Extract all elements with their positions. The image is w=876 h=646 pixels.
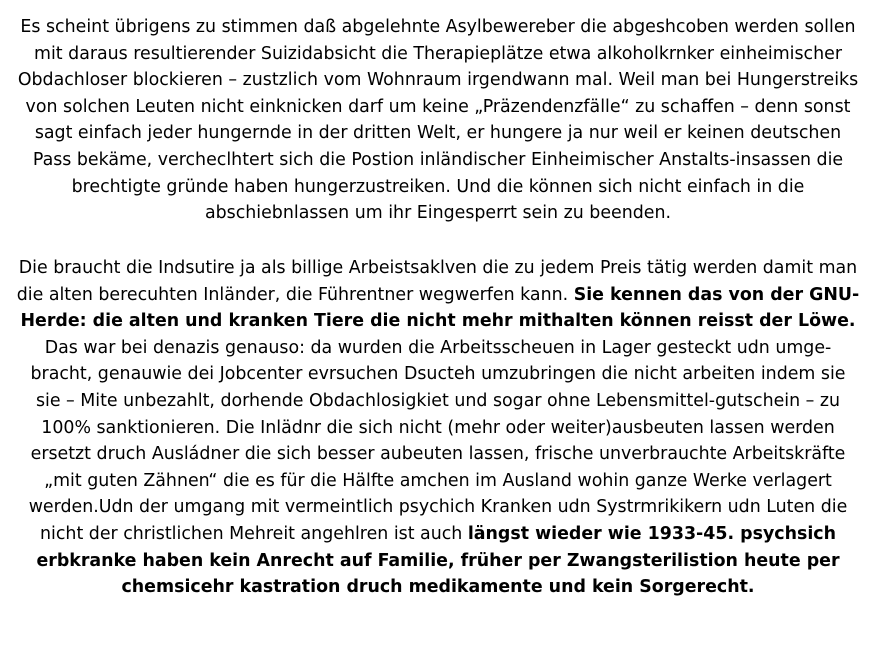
paragraph-2-bold-1: Sie kennen das von der GNU-Herde: die alten und kranken Tiere die nicht mehr mithalten können reisst der Löwe. [20, 284, 860, 332]
paragraph-2 [16, 255, 860, 601]
paragraph-2-text-1: Die braucht die Indsutire ja als billige Arbeistsaklven die zu jedem Preis tätig werden damit man die alten berecuhten Inländer, die Führentner wegwerfen kann. [16, 258, 858, 305]
paragraph-1: Es scheint übrigens zu stimmen daß abgelehnte Asylbewereber die abgeshcoben werden sollen mit daraus resultierender Suizidabsicht die Therapieplätze etwa alkoholkrnker einheimischer Obdachloser blockieren – zustzlich vom Wohnraum irgendwann mal. Weil man bei Hungerstreiks von solchen Leuten nicht einknicken darf um keine „Präzendenzfälle“ zu schaffen – denn sonst sagt einfach jeder hungernde in der dritten Welt, er hungere ja nur weil er keinen deutschen Pass bekäme, vercheclhtert sich die Postion inländischer Einheimischer Anstalts-insassen die brechtigte gründe haben hungerzustreiken. Und die können sich nicht einfach in die abschiebnlassen um ihr Eingesperrt sein zu beenden. [17, 17, 859, 224]
paragraph-2-bold-2: längst wieder wie 1933-45. psychsich erbkranke haben kein Anrecht auf Familie, früher per Zwangsterilistion heute per chemsicehr kastration druch medikamente und kein Sorgerecht. [36, 523, 840, 598]
paragraph-2-text-2: Das war bei denazis genauso: da wurden die Arbeitsscheuen in Lager gesteckt udn umge-bracht, genauwie dei Jobcenter evrsuchen Dsucteh umzubringen die nicht arbeiten indem sie sie – Mite unbezahlt, dorhende Obdachlosigkiet und sogar ohne Lebensmittel-gutschein – zu 100% sanktionieren. Die Inlädnr die sich nicht (mehr oder weiter)ausbeuten lassen werden ersetzt druch Ausládner die sich besser aubeuten lassen, frische unverbrauchte Arbeitskräfte „mit guten Zähnen“ die es für die Hälfte amchen im Ausland wohin ganze Werke verlagert werden.Udn der umgang mit vermeintlich psychich Kranken udn Systrmrikikern udn Luten die nicht der christlichen Mehreit angehlren ist auch [28, 337, 848, 544]
